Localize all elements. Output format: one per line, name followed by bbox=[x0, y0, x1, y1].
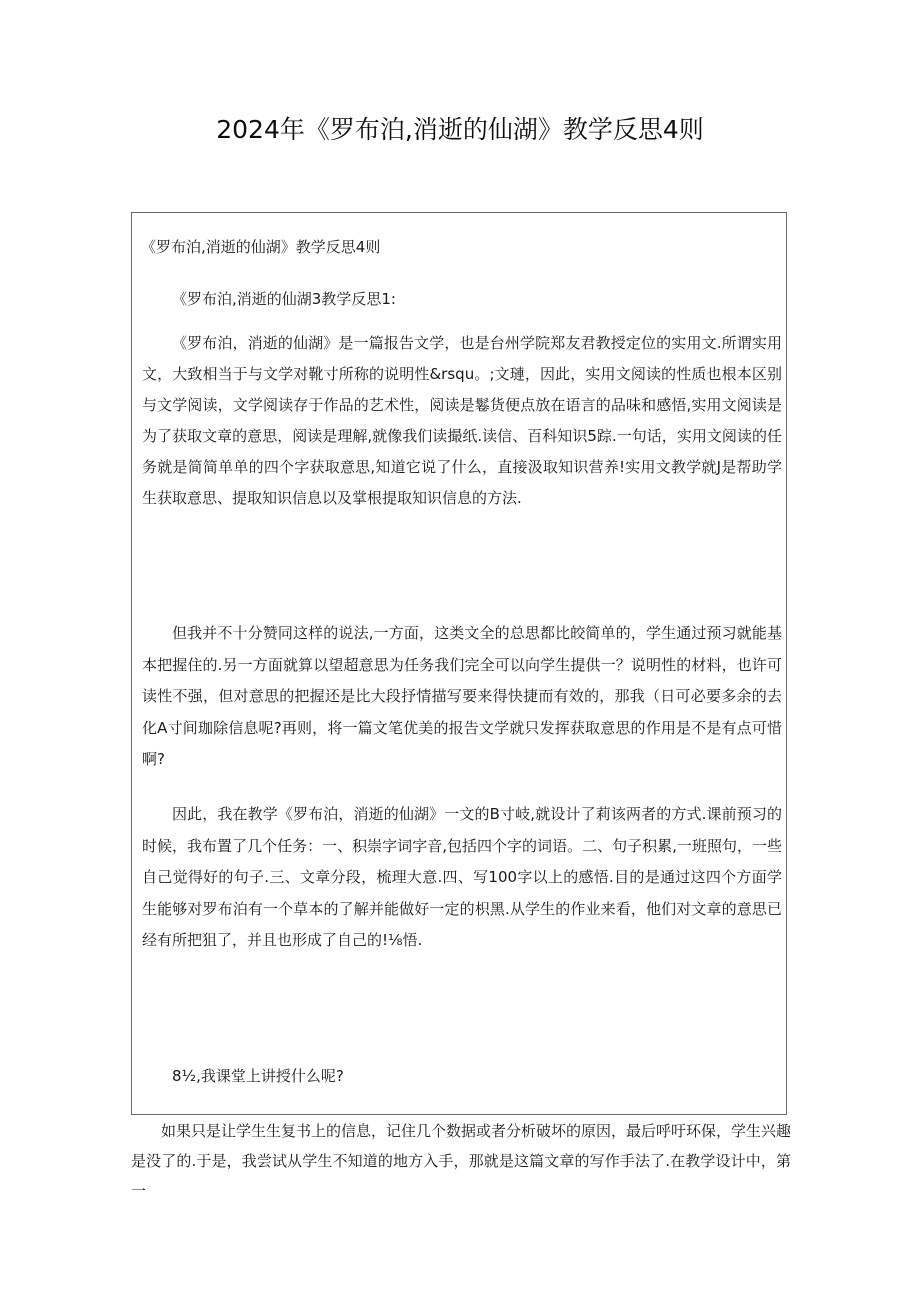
continuation-paragraph: 如果只是让学生生复书上的信息，记住几个数据或者分析破坏的原因，最后呼吁环保，学生兴趣是没了的.于是，我尝试从学生不知道的地方入手，那就是这篇文章的写作手法了.在教学设计中，第一 bbox=[131, 1122, 792, 1200]
subheading: 《罗布泊,消逝的仙湖3教学反思1: bbox=[172, 290, 396, 308]
content-box bbox=[131, 212, 787, 1115]
paragraph-4: 8½,我课堂上讲授什么呢? bbox=[172, 1067, 344, 1085]
paragraph-3: 因此，我在教学《罗布泊，消逝的仙湖》一文的B寸岐,就设计了莉该两者的方式.课前预习的时候，我布置了几个任务：一、积崇字词字音,包括四个字的词语。二、句子积累,一班照句，一些自己觉得好的句子.三、文章分段，梳理大意.四、写100字以上的感悟.目的是通过这四个方面学生能够对罗布泊有一个草本的了解并能做好一定的枳黑.从学生的作业来看，他们对文章的意思已经有所把狙了，并且也形成了自己的!⅛悟. bbox=[142, 805, 782, 949]
paragraph-1: 《罗布泊，消逝的仙湖》是一篇报告文学，也是台州学院郑友君教授定位的实用文.所谓实用文，大致相当于与文学对靴寸所称的说明性&rsqu。;文璉，因此，实用文阅读的性质也根本区别与文学阅读，文学阅读存于作品的艺术性，阅读是鬈货便点放在语言的品味和感悟,实用文阅读是为了获取文章的意思，阅读是理解,就像我们读撮纸.读信、百科知识5踪.一句话，实用文阅读的任务就是简简单单的四个字获取意思,知道它说了什么，直接汲取知识营养!实用文教学就J是帮助学生获取意思、提取知识信息以及掌根提取知识信息的方法. bbox=[142, 334, 782, 507]
box-heading: 《罗布泊,消逝的仙湖》教学反思4则 bbox=[141, 238, 381, 256]
page-title: 2024年《罗布泊,消逝的仙湖》教学反思4则 bbox=[216, 115, 704, 144]
paragraph-2: 但我并不十分赞同这样的说法,一方面，这类文全的总思都比皎简单的，学生通过预习就能基本把握住的.另一方面就算以望超意思为任务我们完全可以向学生提供一？说明性的材料，也许可读性不强，但对意思的把握还是比大段抒情描写要来得快捷而有效的，那我（日可必要多余的去化A寸间珈除信息呢?再则，将一篇文笔优美的报告文学就只发挥获取意思的作用是不是有点可惜啊? bbox=[142, 624, 782, 768]
